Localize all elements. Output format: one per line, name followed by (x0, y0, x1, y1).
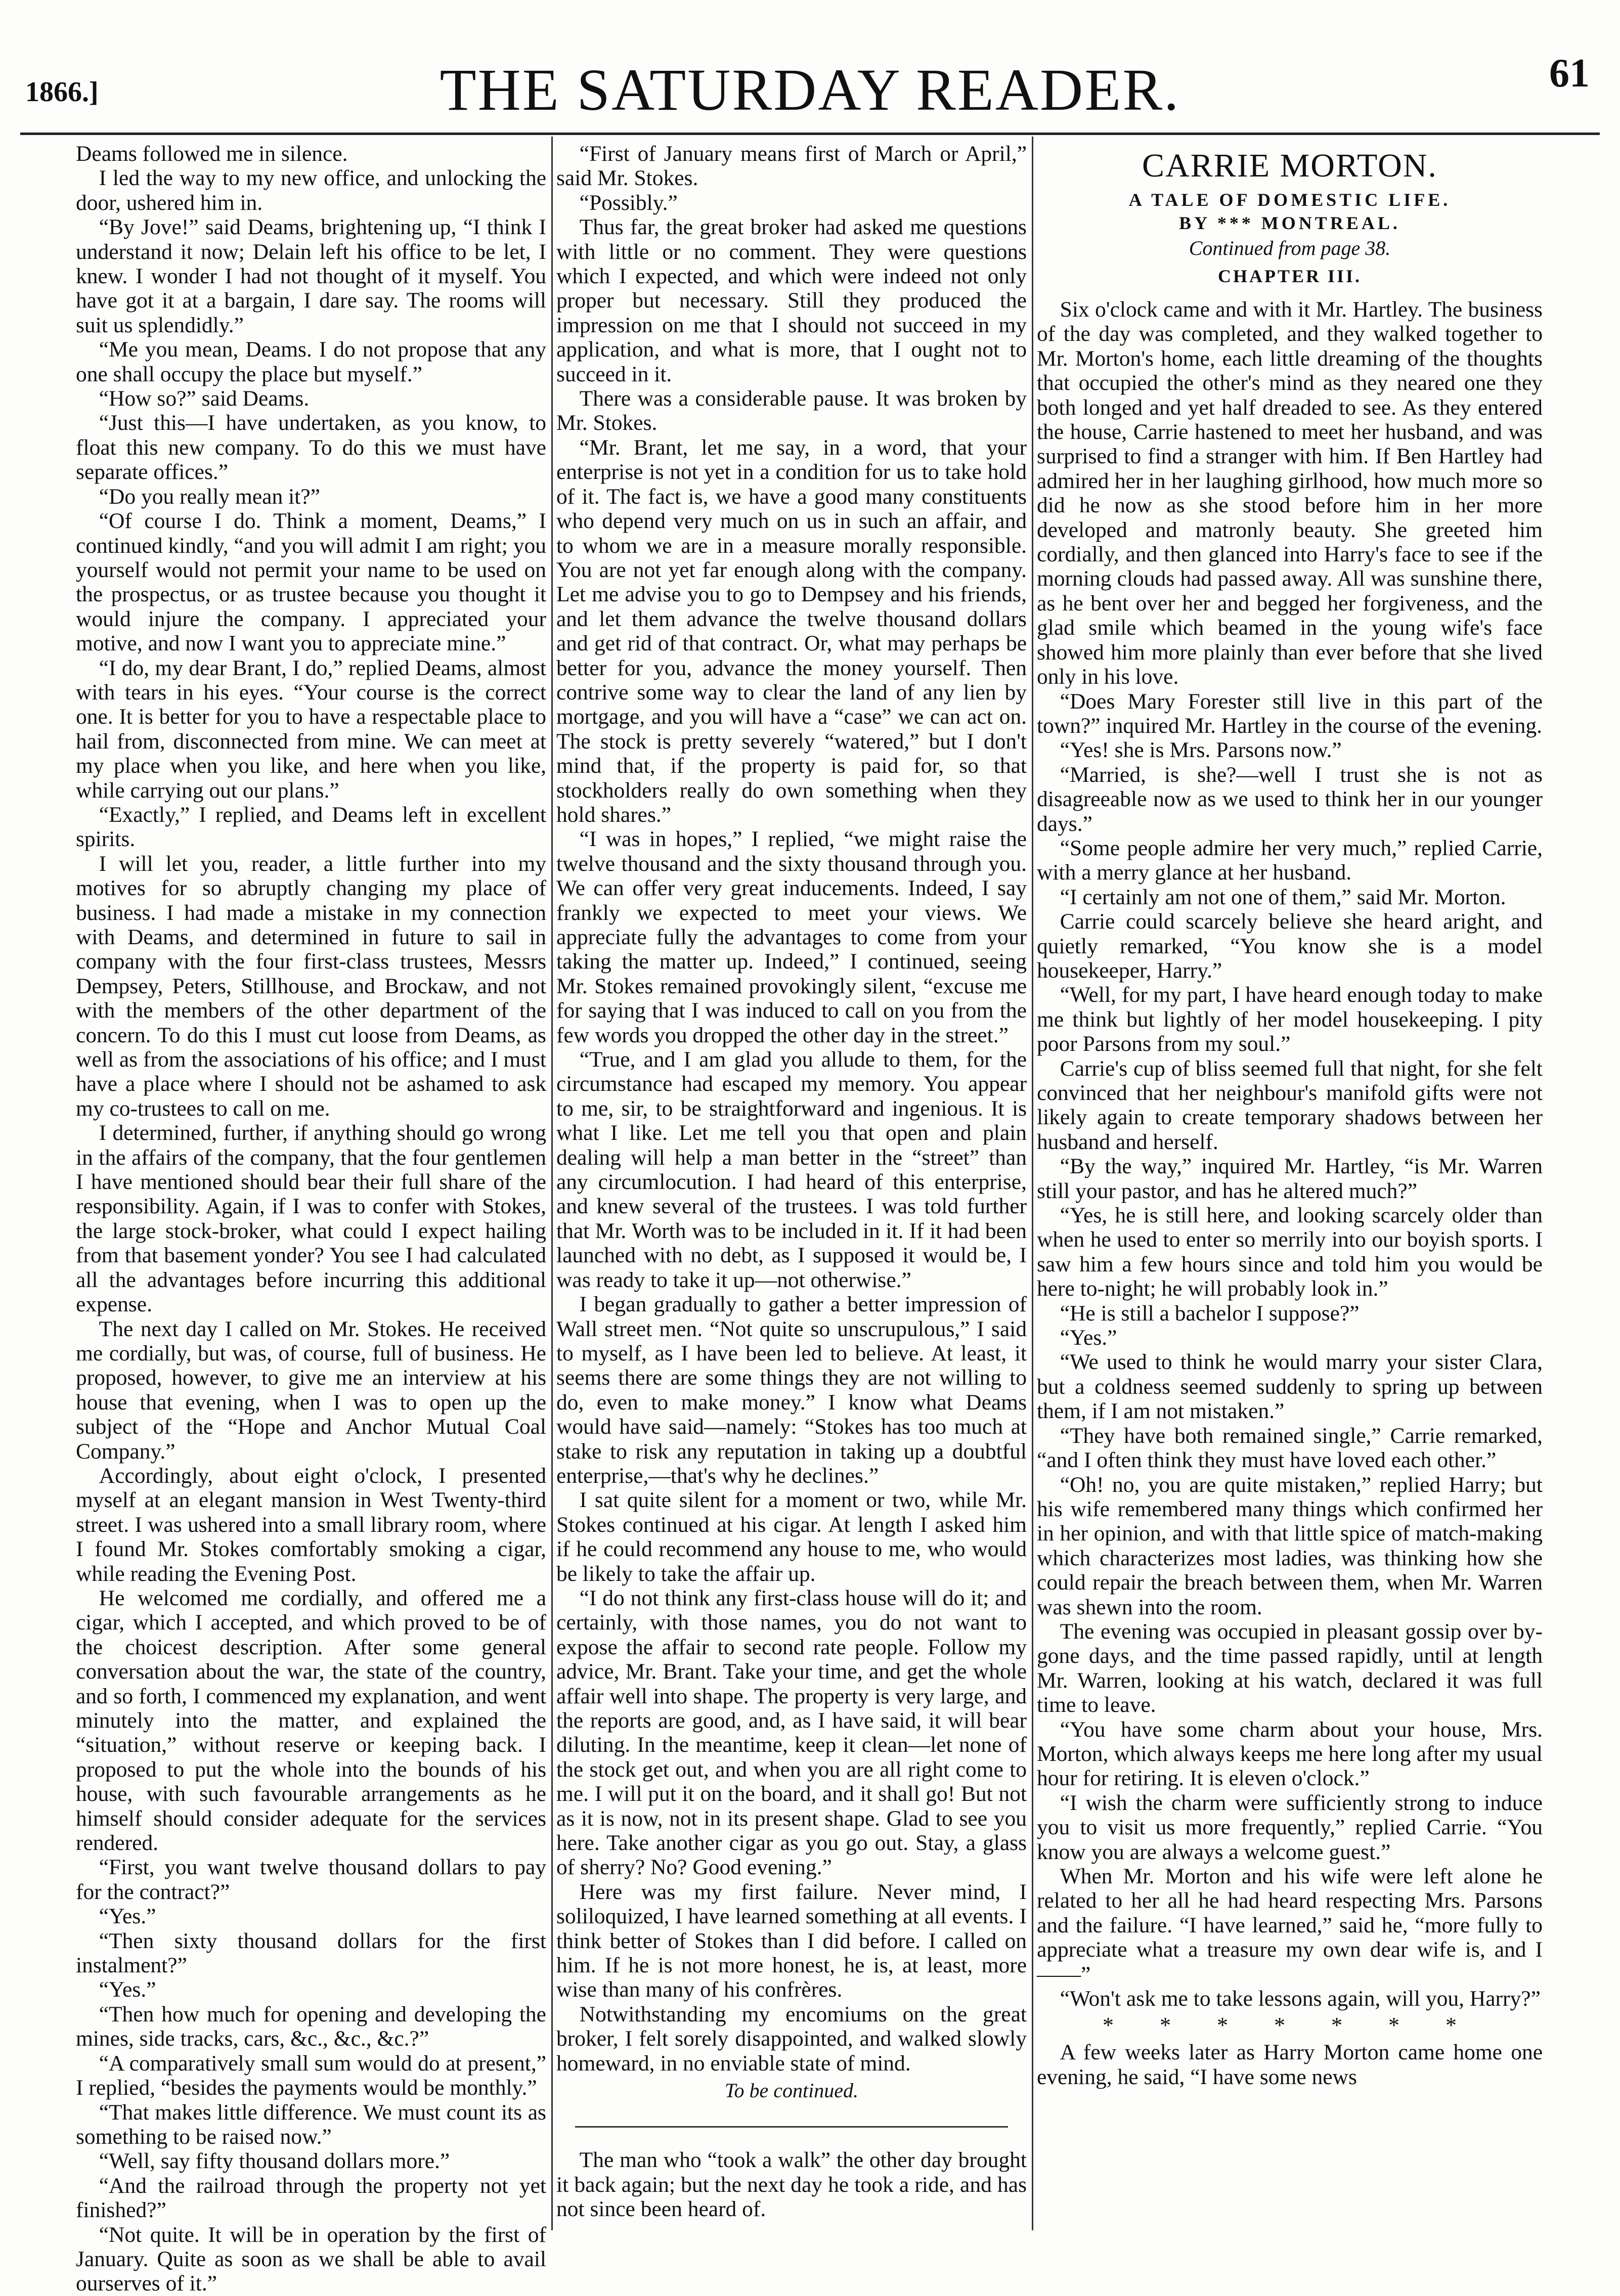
paragraph: I will let you, reader, a little further into my motives for so abruptly changing my place of business. I had made a mistake in my connection with Deams, and determined in future to sail in company with the four first-class trustees, Messrs Dempsey, Peters, Stillhouse, and Brockaw, and not with the members of the other department of the concern. To do this I must cut loose from Deams, as well as from the associations of his office; and I must have a place where I should not be ashamed to ask my co-trustees to call on me. (76, 851, 546, 1121)
filler-paragraph: The man who “took a walk” the other day brought it back again; but the next day he took a ride, and has not since been heard of. (556, 2148, 1027, 2221)
paragraph: A few weeks later as Harry Morton came home one evening, he said, “I have some news (1037, 2040, 1543, 2089)
header-rule (20, 133, 1600, 135)
paragraph: Carrie's cup of bliss seemed full that night, for she felt convinced that her neighbour's manifold gifts were not likely again to create temporary shadows between her husband and herself. (1037, 1056, 1543, 1154)
chapter-heading: CHAPTER III. (1217, 266, 1362, 286)
paragraph: “You have some charm about your house, Mrs. Morton, which always keeps me here long after my usual hour for retiring. It is eleven o'clock.” (1037, 1717, 1543, 1791)
paragraph: “Not quite. It will be in operation by the first of January. Quite as soon as we shall be able to avail ourserves of it.” (76, 2222, 546, 2296)
paragraph: “Exactly,” I replied, and Deams left in excellent spirits. (76, 802, 546, 852)
issue-date: 1866.] (25, 76, 99, 108)
paragraph: “By Jove!” said Deams, brightening up, “I think I understand it now; Delain left his office to be let, I knew. I wonder I had not thought of it myself. You have got it at a bargain, I dare say. The rooms will suit us splendidly.” (76, 215, 546, 337)
paragraph: “I was in hopes,” I replied, “we might raise the twelve thousand and the sixty thousand through you. We can offer very great inducements. Indeed, I say frankly we expected to meet your views. We appreciate fully the advantages to come from your taking the matter up. Indeed,” I continued, seeing Mr. Stokes remained provokingly silent, “excuse me for saying that I was induced to call on you from the few words you dropped the other day in the street.” (556, 827, 1027, 1047)
column-divider (1032, 137, 1033, 2230)
paragraph: “I do, my dear Brant, I do,” replied Deams, almost with tears in his eyes. “Your course is the correct one. It is better for you to have a respectable place to hail from, disconnected from mine. We can meet at my place when you like, and here when you like, while carrying out our plans.” (76, 655, 546, 803)
paragraph: “Do you really mean it?” (99, 484, 320, 509)
paragraph: Six o'clock came and with it Mr. Hartley. The business of the day was completed, and they walked together to Mr. Morton's home, each little dreaming of the thoughts that occupied the other's mind as they neared one they both longed and yet half dreaded to see. As they entered the house, Carrie hastened to meet her husband, and was surprised to find a stranger with him. If Ben Hartley had admired her in her laughing girlhood, how much more so did he now as she stood before him in her more developed and matronly beauty. She greeted him cordially, and then glanced into Harry's face to see if the morning clouds had passed away. All was sunshine there, as he bent over her and begged her forgiveness, and the glad smile which beamed in the young wife's face showed him more plainly than ever before that she lived only in his love. (1037, 297, 1543, 689)
paragraph: “Just this—I have undertaken, as you know, to float this new company. To do this we must have separate offices.” (76, 411, 546, 484)
paragraph: “They have both remained single,” Carrie remarked, “and I often think they must have loved each other.” (1037, 1423, 1543, 1473)
story-byline: BY *** MONTREAL. (1179, 213, 1400, 233)
paragraph: “Possibly.” (579, 190, 678, 215)
masthead (0, 0, 1620, 137)
paragraph: “Yes.” (99, 1904, 156, 1929)
to-be-continued: To be continued. (724, 2079, 859, 2102)
paragraph: “Yes, he is still here, and looking scarcely older than when he used to enter so merrily into our boyish sports. I saw him a few hours since and told him you would be here to-night; he will probably look in.” (1037, 1203, 1543, 1301)
page-number: 61 (1549, 51, 1590, 96)
paragraph: “Yes.” (99, 1977, 156, 2002)
paragraph: “Yes! she is Mrs. Parsons now.” (1060, 738, 1342, 763)
paragraph: “Well, for my part, I have heard enough today to make me think but lightly of her model housekeeping. I pity poor Parsons from my soul.” (1037, 983, 1543, 1056)
paragraph: “And the railroad through the property not yet finished?” (76, 2173, 546, 2223)
continued-note: Continued from page 38. (1189, 237, 1391, 259)
paragraph: Deams followed me in silence. (76, 142, 348, 166)
paragraph: There was a considerable pause. It was broken by Mr. Stokes. (556, 386, 1027, 435)
paragraph: “Oh! no, you are quite mistaken,” replied Harry; but his wife remembered many things which confirmed her in her opinion, and with that little spice of match-making which characterizes most ladies, was thinking how she could repair the breach between them, when Mr. Warren was shewn into the room. (1037, 1472, 1543, 1619)
story-title: CARRIE MORTON. (1142, 147, 1437, 184)
paragraph: “I do not think any first-class house will do it; and certainly, with those names, you do not want to expose the affair to second rate people. Follow my advice, Mr. Brant. Take your time, and get the whole affair well into shape. The property is very large, and the reports are good, and, as I have said, it will bear diluting. In the meantime, keep it clean—let none of the stock get out, and when you are all right come to me. I will put it on the board, and it shall go! But not as it is now, not in its present shape. Glad to see you here. Take another cigar as you go out. Stay, a glass of sherry? No? Good evening.” (556, 1585, 1027, 1880)
paragraph: “I wish the charm were sufficiently strong to induce you to visit us more frequently,” replied Carrie. “You know you are always a welcome guest.” (1037, 1790, 1543, 1864)
column-2 (556, 142, 1027, 2225)
paragraph: “A comparatively small sum would do at present,” I replied, “besides the payments would be monthly.” (76, 2051, 546, 2100)
section-break-stars: * * * * * * * (1103, 2013, 1477, 2038)
section-divider (575, 2126, 1008, 2128)
paragraph: “Won't ask me to take lessons again, will you, Harry?” (1060, 1986, 1541, 2011)
paragraph: Accordingly, about eight o'clock, I presented myself at an elegant mansion in West Twenty-third street. I was ushered into a small library room, where I found Mr. Stokes comfortably smoking a cigar, while reading the Evening Post. (76, 1463, 546, 1586)
paragraph: He welcomed me cordially, and offered me a cigar, which I accepted, and which proved to be of the choicest description. After some general conversation about the war, the state of the country, and so forth, I commenced my explanation, and went minutely into the matter, and explained the “situation,” without reserve or keeping back. I proposed to put the whole into the bounds of his house, with such favourable arrangements as he himself should consider adequate for the services rendered. (76, 1585, 546, 1856)
paragraph: Here was my first failure. Never mind, I soliloquized, I have learned something at all events. I think better of Stokes than I did before. I called on him. If he is not more honest, he is, at least, more wise than many of his confrères. (556, 1879, 1027, 2002)
column-1 (76, 142, 546, 2296)
paragraph: “He is still a bachelor I suppose?” (1060, 1301, 1360, 1326)
paragraph: “Of course I do. Think a moment, Deams,” I continued kindly, “and you will admit I am right; you yourself would not permit your name to be used on the prospectus, or as trustee because you thought it would injure the company. I appreciated your motive, and now I want you to appreciate mine.” (76, 509, 546, 656)
paragraph: I sat quite silent for a moment or two, while Mr. Stokes continued at his cigar. At length I asked him if he could recommend any house to me, who would be likely to take the affair up. (556, 1488, 1027, 1586)
paragraph: I led the way to my new office, and unlocking the door, ushered him in. (76, 166, 546, 215)
column-3 (1037, 142, 1543, 2225)
paragraph: “By the way,” inquired Mr. Hartley, “is Mr. Warren still your pastor, and has he altered much?” (1037, 1154, 1543, 1203)
paragraph: “First, you want twelve thousand dollars to pay for the contract?” (76, 1855, 546, 1904)
publication-title: THE SATURDAY READER. (440, 57, 1180, 123)
paragraph: “I certainly am not one of them,” said Mr. Morton. (1060, 885, 1506, 909)
paragraph: “Mr. Brant, let me say, in a word, that your enterprise is not yet in a condition for us to take hold of it. The fact is, we have a good many constituents who depend very much on us in such an affair, and to whom we are in a measure morally responsible. You are not yet far enough along with the company. Let me advise you to go to Dempsey and his friends, and let them advance the twelve thousand dollars and get rid of that contract. Or, what may perhaps be better for you, advance the money yourself. Then contrive some way to clear the land of any lien by mortgage, and you will have a “case” we can act on. The stock is pretty severely “watered,” but I don't mind that, if the property is paid for, so that stockholders really do own something when they hold shares.” (556, 435, 1027, 827)
paragraph: “True, and I am glad you allude to them, for the circumstance had escaped my memory. You appear to me, sir, to be straightforward and ingenious. It is what I like. Let me tell you that open and plain dealing will help a man better in the “street” than any circumlocution. I had heard of this enterprise, and knew several of the trustees. I was told further that Mr. Worth was to be included in it. If it had been launched with no debt, as I supposed it would be, I was ready to take it up—not otherwise.” (556, 1047, 1027, 1292)
paragraph: When Mr. Morton and his wife were left alone he related to her all he had heard respecting Mrs. Parsons and the failure. “I have learned,” said he, “more fully to appreciate what a treasure my own dear wife is, and I ——” (1037, 1864, 1543, 1986)
story-subtitle: A TALE OF DOMESTIC LIFE. (1128, 190, 1451, 210)
paragraph: “First of January means first of March or April,” said Mr. Stokes. (556, 142, 1027, 191)
paragraph: “That makes little difference. We must count its as something to be raised now.” (76, 2100, 546, 2149)
paragraph: The next day I called on Mr. Stokes. He received me cordially, but was, of course, full of business. He proposed, however, to give me an interview at his house that evening, when I was to open up the subject of the “Hope and Anchor Mutual Coal Company.” (76, 1316, 546, 1464)
paragraph: Carrie could scarcely believe she heard aright, and quietly remarked, “You know she is a model housekeeper, Harry.” (1037, 909, 1543, 983)
paragraph: “We used to think he would marry your sister Clara, but a coldness seemed suddenly to spring up between them, if I am not mistaken.” (1037, 1350, 1543, 1424)
column-divider (551, 137, 553, 2230)
paragraph: The evening was occupied in pleasant gossip over by-gone days, and the time passed rapidly, until at length Mr. Warren, looking at his watch, declared it was full time to leave. (1037, 1619, 1543, 1717)
paragraph: “Me you mean, Deams. I do not propose that any one shall occupy the place but myself.” (76, 337, 546, 386)
paragraph: “How so?” said Deams. (99, 386, 310, 411)
paragraph: Thus far, the great broker had asked me questions with little or no comment. They were questions which I expected, and which were indeed not only proper but necessary. Still they produced the impression on me that I should not succeed in my application, and what is more, that I ought not to succeed in it. (556, 215, 1027, 386)
paragraph: “Yes.” (1060, 1326, 1117, 1350)
paragraph: “Some people admire her very much,” replied Carrie, with a merry glance at her husband. (1037, 835, 1543, 885)
paragraph: I began gradually to gather a better impression of Wall street men. “Not quite so unscrupulous,” I said to myself, as I have been led to believe. At least, it seems there are some things they are not willing to do, even to make money.” I know what Deams would have said—namely: “Stokes has too much at stake to risk any reputation in taking up a doubtful enterprise,—that's why he declines.” (556, 1292, 1027, 1488)
paragraph: Notwithstanding my encomiums on the great broker, I felt sorely disappointed, and walked slowly homeward, in no enviable state of mind. (556, 2002, 1027, 2076)
paragraph: “Married, is she?—well I trust she is not as disagreeable now as we used to think her in our younger days.” (1037, 762, 1543, 836)
paragraph: I determined, further, if anything should go wrong in the affairs of the company, that the four gentlemen I have mentioned should bear their full share of the responsibility. Again, if I was to confer with Stokes, the large stock-broker, what could I expect hailing from that basement yonder? You see I had calculated all the advantages before incurring this additional expense. (76, 1121, 546, 1317)
paragraph: “Then how much for opening and developing the mines, side tracks, cars, &c., &c., &c.?” (76, 2002, 546, 2051)
paragraph: “Does Mary Forester still live in this part of the town?” inquired Mr. Hartley in the course of the evening. (1037, 689, 1543, 738)
paragraph: “Then sixty thousand dollars for the first instalment?” (76, 1928, 546, 1978)
paragraph: “Well, say fifty thousand dollars more.” (99, 2149, 450, 2174)
